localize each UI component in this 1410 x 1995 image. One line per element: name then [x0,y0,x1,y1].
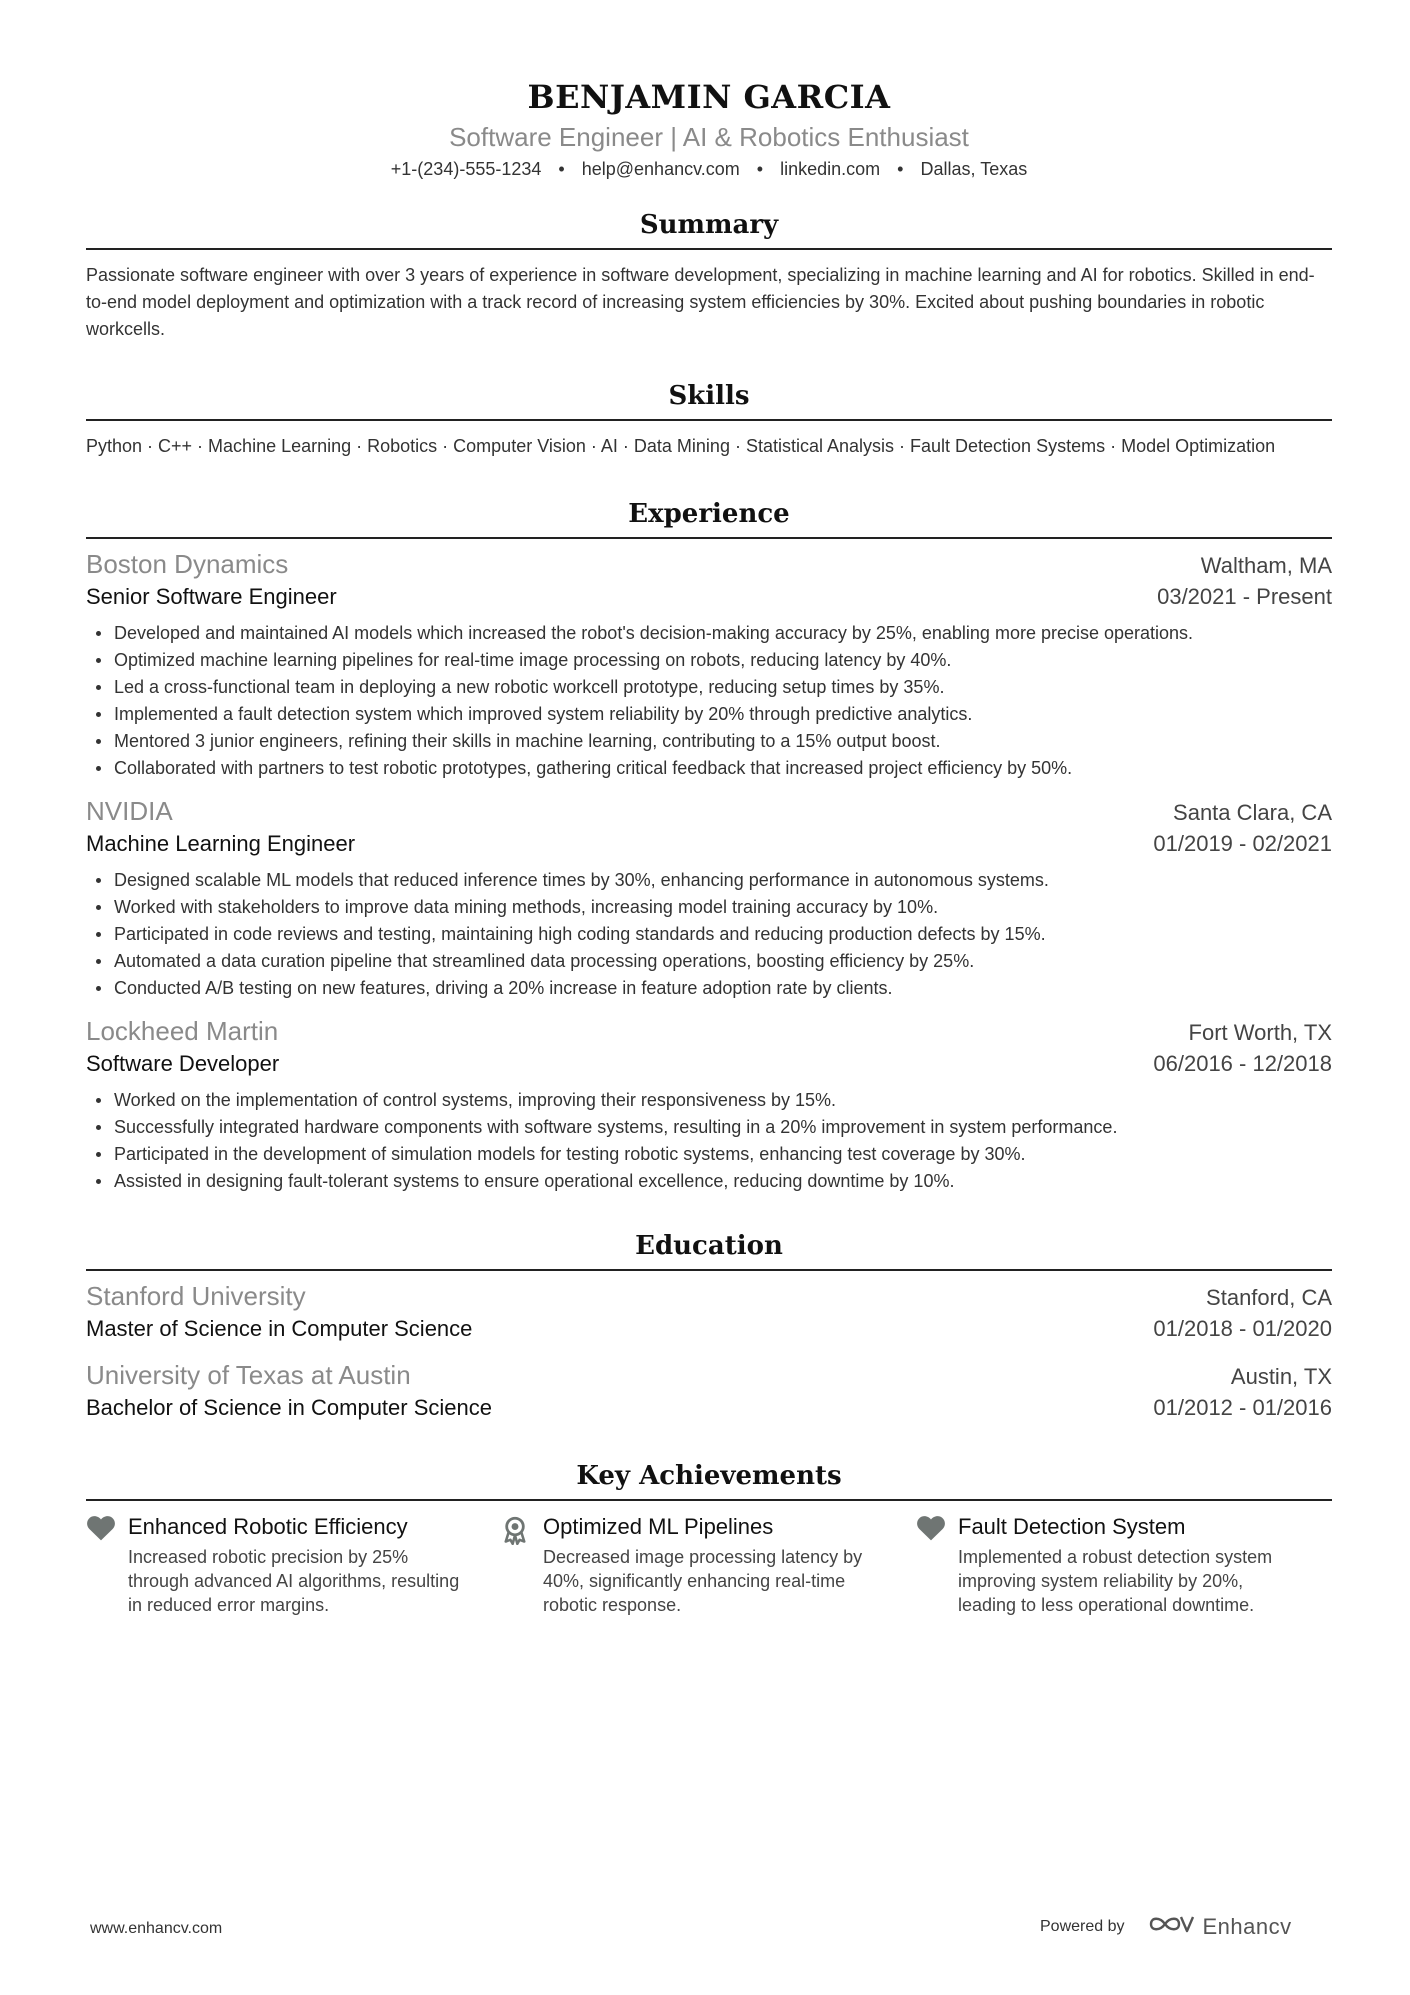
achievement-item [916,1513,1331,1617]
contact-linkedin[interactable]: linkedin.com [780,159,881,179]
experience-entry [86,796,1332,1002]
school-location: Austin, TX [1230,1364,1332,1389]
degree-name: Master of Science in Computer Science [86,1316,473,1341]
achievement-item [501,1513,916,1617]
job-role: Senior Software Engineer [86,584,337,609]
contact-separator: • [756,159,764,179]
bullet-item: Automated a data curation pipeline that streamlined data processing operations, boosting efficiency by 25%. [86,948,1332,975]
achievement-title: Optimized ML Pipelines [543,1514,774,1539]
skills-text: Python · C++ · Machine Learning · Robotics · Computer Vision · AI · Data Mining · Statistical Analysis · Fault Detection Systems · Model Optimization [86,436,1276,456]
skills-section [86,381,1332,461]
heart-icon [916,1513,958,1617]
company-name: Boston Dynamics [86,549,289,579]
powered-by-label: Powered by [1040,1917,1125,1935]
education-entry [86,1281,1332,1342]
bullet-item: Optimized machine learning pipelines for real-time image processing on robots, reducing latency by 40%. [86,647,1332,674]
heart-icon [86,1513,128,1617]
school-name: Stanford University [86,1281,306,1311]
contact-separator: • [897,159,904,179]
degree-name: Bachelor of Science in Computer Science [86,1395,492,1420]
contact-phone[interactable]: +1-(234)-555-1234 [390,159,542,179]
contact-separator: • [558,159,565,179]
experience-section [86,499,1332,1195]
experience-entry [86,1016,1332,1195]
job-role: Software Developer [86,1051,280,1076]
bullet-item: Mentored 3 junior engineers, refining their skills in machine learning, contributing to a 15% output boost. [86,728,1332,755]
bullet-item: Participated in code reviews and testing, maintaining high coding standards and reducing production defects by 15%. [86,921,1332,948]
education-entry [86,1360,1332,1421]
award-icon [501,1513,543,1617]
experience-entry [86,549,1332,782]
achievement-description: Decreased image processing latency by 40%, significantly enhancing real-time robotic response. [543,1547,863,1615]
school-name: University of Texas at Austin [86,1360,411,1390]
job-dates: 03/2021 - Present [1157,584,1332,609]
job-location: Waltham, MA [1200,553,1332,578]
job-bullets [86,620,1332,782]
achievements-grid [86,1513,1332,1617]
section-title-experience: Experience [86,499,1332,539]
bullet-item: Worked on the implementation of control systems, improving their responsiveness by 15%. [86,1087,1332,1114]
section-title-skills: Skills [86,381,1332,421]
bullet-item: Collaborated with partners to test robotic prototypes, gathering critical feedback that increased project efficiency by 50%. [86,755,1332,782]
footer-website[interactable]: www.enhancv.com [90,1920,223,1937]
resume-page [86,0,1332,1617]
school-location: Stanford, CA [1206,1285,1332,1310]
achievement-title: Fault Detection System [958,1514,1186,1539]
section-title-summary: Summary [86,210,1332,250]
achievement-description: Increased robotic precision by 25% through advanced AI algorithms, resulting in reduced error margins. [128,1547,460,1615]
education-dates: 01/2018 - 01/2020 [1153,1316,1332,1341]
candidate-headline: Software Engineer | AI & Robotics Enthusiast [449,122,969,152]
job-bullets [86,867,1332,1002]
job-role: Machine Learning Engineer [86,831,356,856]
bullet-item: Conducted A/B testing on new features, driving a 20% increase in feature adoption rate by clients. [86,975,1332,1002]
section-title-education: Education [86,1231,1332,1271]
bullet-item: Designed scalable ML models that reduced inference times by 30%, enhancing performance in autonomous systems. [86,867,1332,894]
bullet-item: Participated in the development of simulation models for testing robotic systems, enhancing test coverage by 30%. [86,1141,1332,1168]
bullet-item: Led a cross-functional team in deploying a new robotic workcell prototype, reducing setup times by 35%. [86,674,1332,701]
contact-location: Dallas, Texas [920,159,1028,179]
contact-line [86,159,1332,180]
enhancv-brand-name[interactable]: Enhancv [1202,1913,1292,1939]
company-name: NVIDIA [86,796,173,826]
bullet-item: Developed and maintained AI models which increased the robot's decision-making accuracy by 25%, enabling more precise operations. [86,620,1332,647]
summary-section [86,210,1332,343]
footer-branding [1040,1912,1292,1941]
bullet-item: Implemented a fault detection system which improved system reliability by 20% through predictive analytics. [86,701,1332,728]
contact-email[interactable]: help@enhancv.com [581,159,740,179]
job-dates: 06/2016 - 12/2018 [1153,1051,1332,1076]
section-title-achievements: Key Achievements [86,1461,1332,1501]
bullet-item: Worked with stakeholders to improve data mining methods, increasing model training accuracy by 10%. [86,894,1332,921]
job-location: Fort Worth, TX [1188,1020,1332,1045]
bullet-item: Successfully integrated hardware components with software systems, resulting in a 20% improvement in system performance. [86,1114,1332,1141]
bullet-item: Assisted in designing fault-tolerant systems to ensure operational excellence, reducing downtime by 10%. [86,1168,1332,1195]
enhancv-logo-icon [1147,1912,1195,1941]
candidate-name: BENJAMIN GARCIA [527,78,891,116]
achievement-description: Implemented a robust detection system improving system reliability by 20%, leading to less operational downtime. [958,1547,1273,1615]
achievements-section [86,1461,1332,1617]
achievement-item [86,1513,501,1617]
education-dates: 01/2012 - 01/2016 [1153,1395,1332,1420]
company-name: Lockheed Martin [86,1016,279,1046]
job-bullets [86,1087,1332,1195]
education-section [86,1231,1332,1421]
job-dates: 01/2019 - 02/2021 [1153,831,1332,856]
achievement-title: Enhanced Robotic Efficiency [128,1514,408,1539]
summary-text: Passionate software engineer with over 3 years of experience in software development, specializing in machine learning and AI for robotics. Skilled in end-to-end model deployment and optimization with a track record of increasing system efficiencies by 30%. Excited about pushing boundaries in robotic workcells. [86,265,1315,339]
job-location: Santa Clara, CA [1173,800,1332,825]
